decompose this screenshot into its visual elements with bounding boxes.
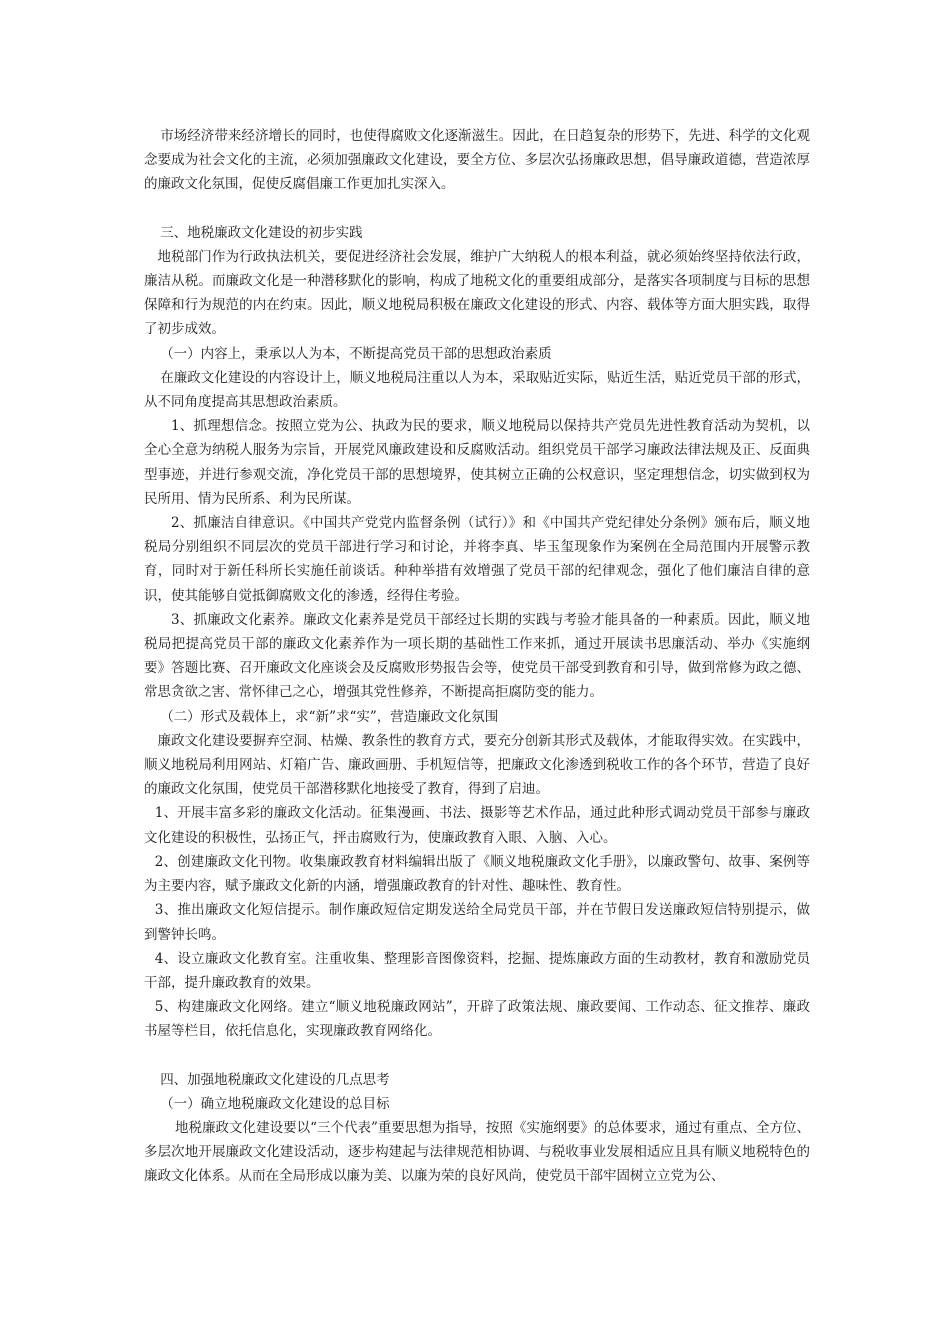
paragraph-item-publication: 2、创建廉政文化刊物。收集廉政教育材料编辑出版了《顺义地税廉政文化手册》，以廉政警句、故事、案例等为主要内容，赋予廉政文化新的内涵，增强廉政教育的针对性、趣味性、教育性。: [144, 853, 810, 895]
paragraph-section3-intro: 地税部门作为行政执法机关，要促进经济社会发展，维护广大纳税人的根本利益，就必须始终坚持依法行政，廉洁从税。而廉政文化是一种潜移默化的影响，构成了地税文化的重要组成部分，是落实各项制度与目标的思想保障和行为规范的内在约束。因此，顺义地税局积极在廉政文化建设的形式、内容、载体等方面大胆实践，取得了初步成效。: [144, 248, 810, 338]
paragraph-item-activities: 1、开展丰富多彩的廉政文化活动。征集漫画、书法、摄影等艺术作品，通过此种形式调动党员干部参与廉政文化建设的积极性，弘扬正气，抨击腐败行为，使廉政教育入眼、入脑、入心。: [144, 805, 810, 846]
paragraph-spacer: [144, 1044, 810, 1068]
paragraph-spacer: [144, 197, 810, 221]
paragraph-item-network: 5、构建廉政文化网络。建立“顺义地税廉政网站”，开辟了政策法规、廉政要闻、工作动态、征文推荐、廉政书屋等栏目，依托信息化，实现廉政教育网络化。: [144, 999, 810, 1040]
paragraph-intro: 市场经济带来经济增长的同时，也使得腐败文化逐渐滋生。因此，在日趋复杂的形势下，先进、科学的文化观念要成为社会文化的主流，必须加强廉政文化建设，要全方位、多层次弘扬廉政思想，倡导廉政道德，营造浓厚的廉政文化氛围，促使反腐倡廉工作更加扎实深入。: [144, 128, 810, 193]
section-heading-4: 四、加强地税廉政文化建设的几点思考: [160, 1071, 390, 1088]
paragraph-item-sms: 3、推出廉政文化短信提示。制作廉政短信定期发送给全局党员干部，并在节假日发送廉政短信特别提示，做到警钟长鸣。: [144, 902, 810, 943]
paragraph-content-design: 在廉政文化建设的内容设计上，顺义地税局注重以人为本，采取贴近实际，贴近生活，贴近党员干部的形式，从不同角度提高其思想政治素质。: [144, 369, 810, 411]
subsection-heading-3-1: （一）内容上，秉承以人为本，不断提高党员干部的思想政治素质: [160, 345, 552, 362]
subsection-heading-3-2: （二）形式及载体上，求“新”求“实”，营造廉政文化氛围: [160, 708, 499, 725]
document-body: [144, 124, 810, 1189]
subsection-heading-4-1: （一）确立地税廉政文化建设的总目标: [160, 1095, 390, 1112]
paragraph-form-carrier: 廉政文化建设要摒弃空洞、枯燥、教条性的教育方式，要充分创新其形式及载体，才能取得实效。在实践中，顺义地税局利用网站、灯箱广告、廉政画册、手机短信等，把廉政文化渗透到税收工作的各个环节，营造了良好的廉政文化氛围，使党员干部潜移默化地接受了教育，得到了启迪。: [144, 732, 810, 798]
paragraph-item-ideals: 1、抓理想信念。按照立党为公、执政为民的要求，顺义地税局以保持共产党员先进性教育活动为契机，以全心全意为纳税人服务为宗旨，开展党风廉政建设和反腐败活动。组织党员干部学习廉政法律法规及正、反面典型事迹，并进行参观交流，净化党员干部的思想境界，使其树立正确的公权意识，坚定理想信念，切实做到权为民所用、情为民所系、利为民所谋。: [144, 418, 810, 507]
paragraph-item-education-room: 4、设立廉政文化教育室。注重收集、整理影音图像资料，挖掘、提炼廉政方面的生动教材，教育和激励党员干部，提升廉政教育的效果。: [144, 950, 810, 991]
paragraph-overall-goal: 地税廉政文化建设要以“三个代表”重要思想为指导，按照《实施纲要》的总体要求，通过有重点、全方位、多层次地开展廉政文化建设活动，逐步构建起与法律规范相协调、与税收事业发展相适应且具有顺义地税特色的廉政文化体系。从而在全局形成以廉为美、以廉为荣的良好风尚，使党员干部牢固树立立党为公、: [144, 1119, 810, 1185]
section-heading-3: 三、地税廉政文化建设的初步实践: [160, 224, 363, 241]
paragraph-item-culture-literacy: 3、抓廉政文化素养。廉政文化素养是党员干部经过长期的实践与考验才能具备的一种素质。因此，顺义地税局把提高党员干部的廉政文化素养作为一项长期的基础性工作来抓，通过开展读书思廉活动、举办《实施纲要》答题比赛、召开廉政文化座谈会及反腐败形势报告会等，使党员干部受到教育和引导，做到常修为政之德、常思贪欲之害、常怀律己之心，增强其党性修养，不断提高拒腐防变的能力。: [144, 611, 810, 701]
paragraph-item-self-discipline: 2、抓廉洁自律意识。《中国共产党党内监督条例（试行）》和《中国共产党纪律处分条例》颁布后，顺义地税局分别组织不同层次的党员干部进行学习和讨论，并将李真、毕玉玺现象作为案例在全局范围内开展警示教育，同时对于新任科所长实施任前谈话。种种举措有效增强了党员干部的纪律观念，强化了他们廉洁自律的意识，使其能够自觉抵御腐败文化的渗透，经得住考验。: [144, 515, 810, 604]
